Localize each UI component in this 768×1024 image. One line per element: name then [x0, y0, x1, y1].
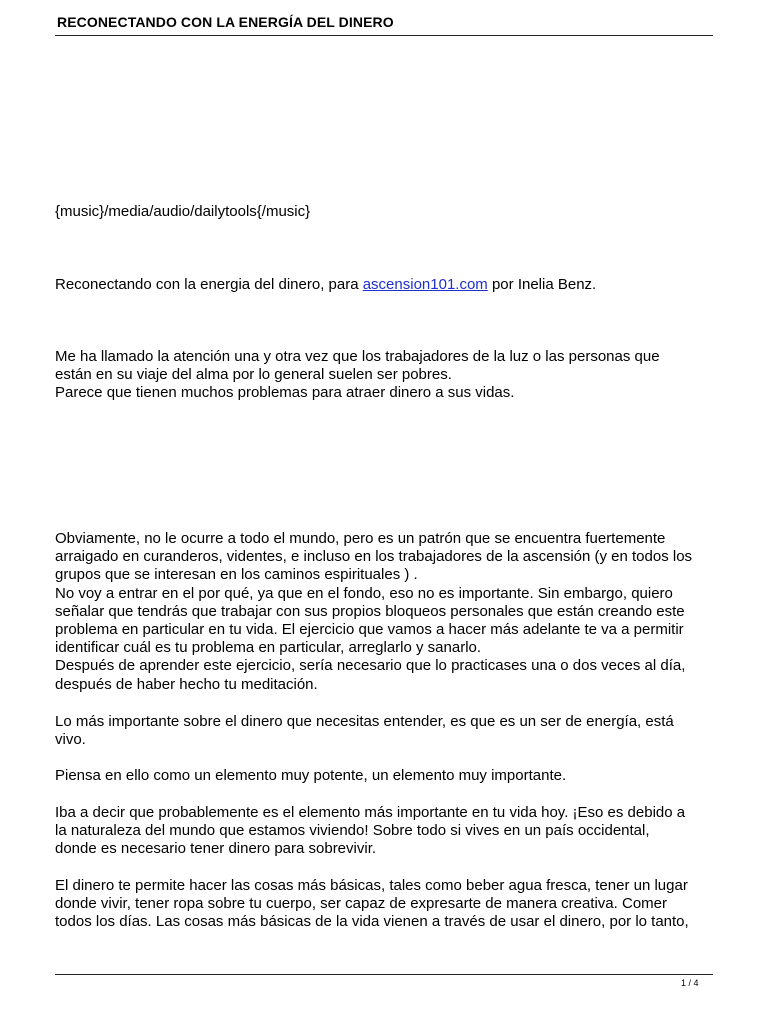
paragraph-6 [55, 877, 717, 932]
ascension101-link[interactable]: ascension101.com [362, 276, 488, 293]
paragraph-5 [55, 804, 717, 859]
intro-paragraph [55, 276, 717, 294]
footer-rule [55, 974, 713, 975]
paragraph-4-line: Piensa en ello como un elemento muy potente, un elemento muy importante. [55, 767, 567, 784]
intro-after-link: por Inelia Benz. [491, 276, 597, 293]
intro-before-link: Reconectando con la energia del dinero, para [55, 276, 363, 293]
paragraph-2-line: Obviamente, no le ocurre a todo el mundo, pero es un patrón que se encuentra fuertemente [55, 530, 666, 547]
paragraph-2-line: problema en particular en tu vida. El ejercicio que vamos a hacer más adelante te va a permitir [55, 621, 684, 639]
paragraph-1-line: Parece que tienen muchos problemas para atraer dinero a sus vidas. [55, 384, 515, 402]
paragraph-5-line: donde es necesario tener dinero para sobrevivir. [55, 840, 377, 858]
paragraph-5-line: Iba a decir que probablemente es el elemento más importante en tu vida hoy. ¡Eso es debido a [55, 804, 686, 821]
page-header-title: RECONECTANDO CON LA ENERGÍA DEL DINERO [57, 14, 394, 30]
paragraph-5-line: la naturaleza del mundo que estamos viviendo! Sobre todo si vives en un país occidental, [55, 822, 650, 840]
paragraph-2-line: No voy a entrar en el por qué, ya que en el fondo, eso no es importante. Sin embargo, quiero [55, 584, 673, 602]
paragraph-6-line: todos los días. Las cosas más básicas de la vida vienen a través de usar el dinero, por lo tanto, [55, 913, 689, 931]
page-number: 1 / 4 [681, 978, 699, 988]
paragraph-3-line: vivo. [55, 731, 86, 749]
header-rule [55, 35, 713, 36]
paragraph-2-line: identificar cuál es tu problema en particular, arreglarlo y sanarlo. [55, 639, 482, 657]
paragraph-1-line: están en su viaje del alma por lo general suelen ser pobres. [55, 366, 452, 384]
paragraph-2-line: grupos que se interesan en los caminos espirituales ) . [55, 566, 418, 584]
music-tag-line: {music}/media/audio/dailytools{/music} [55, 203, 311, 220]
paragraph-6-line: El dinero te permite hacer las cosas más básicas, tales como beber agua fresca, tener un lugar [55, 877, 688, 894]
paragraph-1-line: Me ha llamado la atención una y otra vez que los trabajadores de la luz o las personas que [55, 348, 660, 365]
paragraph-2-line: arraigado en curanderos, videntes, e incluso en los trabajadores de la ascensión (y en todos los [55, 548, 693, 566]
paragraph-6-line: donde vivir, tener ropa sobre tu cuerpo, ser capaz de expresarte de manera creativa. Comer [55, 895, 667, 913]
paragraph-2-line: Después de aprender este ejercicio, sería necesario que lo practicases una o dos veces al día, [55, 657, 686, 675]
paragraph-2-line: después de haber hecho tu meditación. [55, 675, 318, 693]
paragraph-2-line: señalar que tendrás que trabajar con sus propios bloqueos personales que están creando este [55, 602, 685, 620]
paragraph-1 [55, 348, 717, 403]
paragraph-2 [55, 530, 717, 694]
paragraph-3 [55, 713, 717, 749]
music-tag-text [55, 203, 717, 221]
paragraph-3-line: Lo más importante sobre el dinero que necesitas entender, es que es un ser de energía, está [55, 713, 674, 730]
paragraph-4 [55, 767, 717, 785]
intro-line [55, 276, 717, 294]
